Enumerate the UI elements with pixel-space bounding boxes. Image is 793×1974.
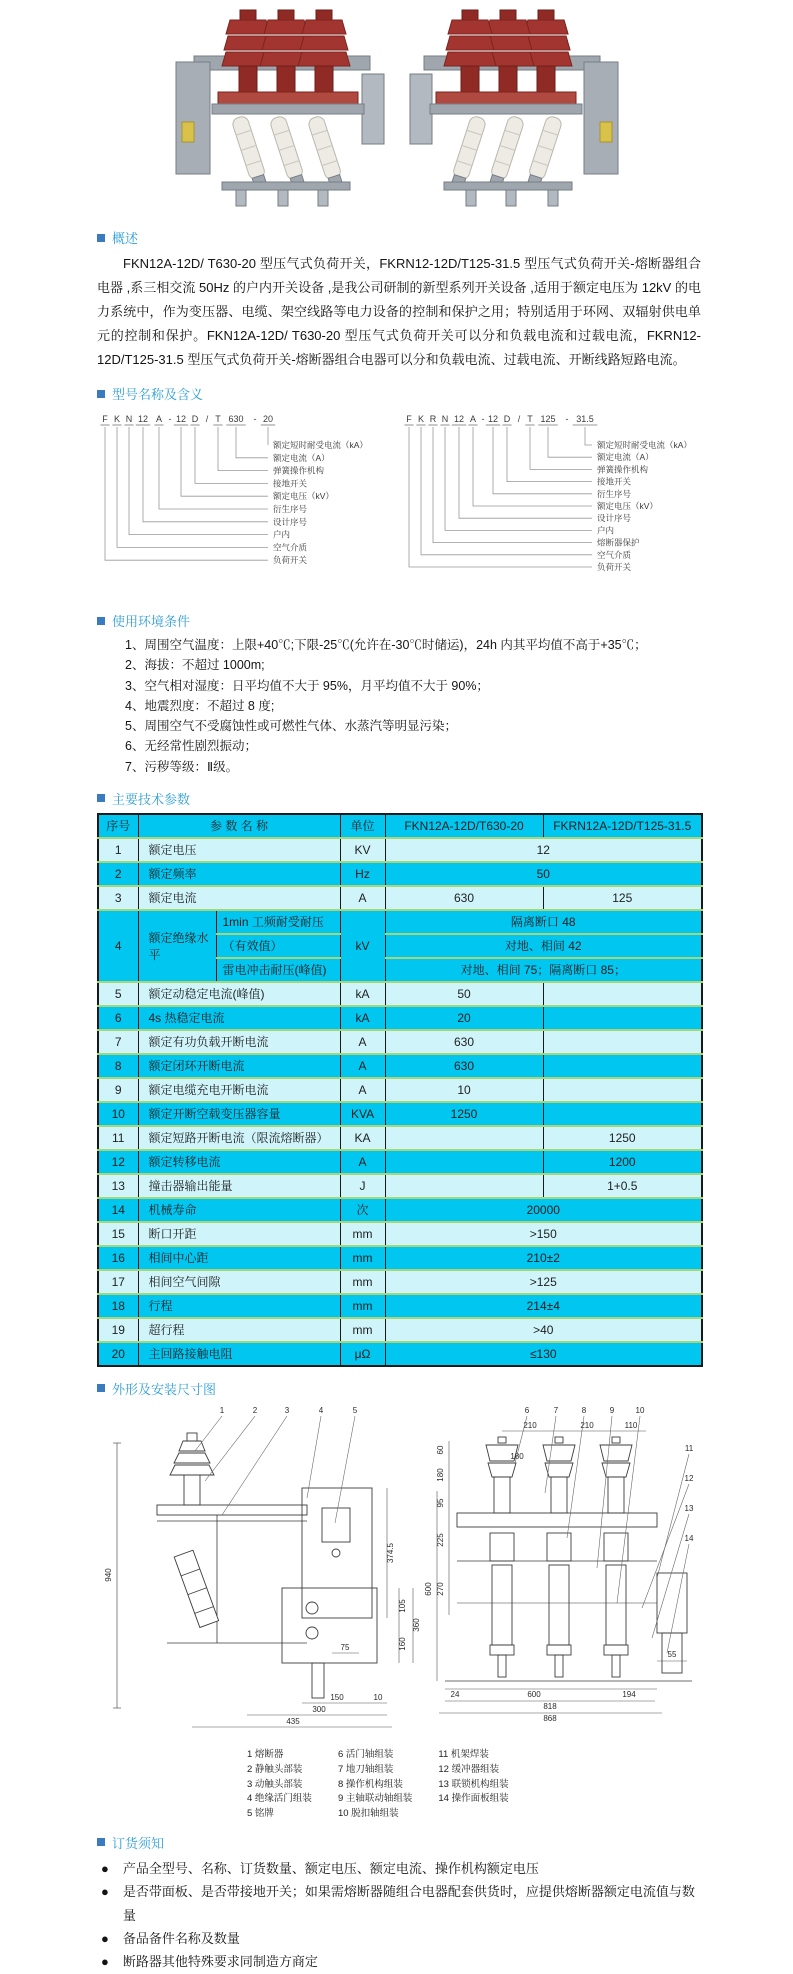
svg-text:A: A (155, 414, 163, 425)
svg-text:12: 12 (684, 1473, 694, 1483)
table-cell: kA (340, 1006, 385, 1030)
params-table (97, 813, 703, 1367)
svg-text:负荷开关: 负荷开关 (273, 555, 308, 566)
table-cell: 对地、相间 75；隔离断口 85； (385, 958, 702, 982)
svg-text:户内: 户内 (597, 525, 615, 536)
table-row (98, 1102, 702, 1126)
svg-text:180: 180 (510, 1451, 524, 1461)
table-cell: FKRN12A-12D/T125-31.5 (543, 814, 702, 838)
table-cell: 断口开距 (138, 1222, 340, 1246)
svg-text:N: N (441, 414, 449, 425)
table-cell: Hz (340, 862, 385, 886)
svg-text:180: 180 (436, 1468, 445, 1482)
section-marker-icon (97, 1384, 105, 1392)
svg-text:225: 225 (436, 1533, 445, 1547)
table-cell: mm (340, 1318, 385, 1342)
table-cell: 630 (385, 1030, 543, 1054)
bullet-icon: ● (101, 1954, 109, 1970)
svg-text:/: / (517, 414, 521, 425)
svg-text:熔断器保护: 熔断器保护 (597, 537, 640, 548)
table-row (98, 1030, 702, 1054)
table-cell: 序号 (98, 814, 138, 838)
table-cell: 14 (98, 1198, 138, 1222)
section-marker-icon (97, 794, 105, 802)
table-cell: 撞击器输出能量 (138, 1174, 340, 1198)
table-cell: 17 (98, 1270, 138, 1294)
svg-text:A: A (469, 414, 477, 425)
svg-text:8: 8 (581, 1405, 587, 1415)
svg-text:818: 818 (543, 1701, 557, 1711)
model-diagram-right (401, 408, 703, 599)
section-marker-icon (97, 234, 105, 242)
table-cell: KA (340, 1126, 385, 1150)
svg-text:额定电压（kV）: 额定电压（kV） (273, 491, 334, 502)
legend-column (338, 1748, 412, 1821)
svg-text:K: K (417, 414, 425, 425)
table-row (98, 1198, 702, 1222)
table-cell: 9 (98, 1078, 138, 1102)
order-list (97, 1857, 701, 1974)
svg-text:-: - (168, 414, 172, 425)
table-row (98, 982, 702, 1006)
table-cell: A (340, 1054, 385, 1078)
section-title: 使用环境条件 (112, 614, 191, 630)
table-row (98, 1318, 702, 1342)
legend-item: 13 联锁机构组装 (438, 1778, 509, 1790)
svg-text:11: 11 (684, 1443, 694, 1453)
table-cell: mm (340, 1270, 385, 1294)
list-item: 6、无经常性剧烈振动； (125, 739, 257, 754)
overview-paragraph: FKN12A-12D/ T630-20 型压气式负荷开关，FKRN12-12D/T125-31.5 型压气式负荷开关-熔断器组合电器 ,系三相交流 50Hz 的户内开关设备 ,是我公司研制的新型系列开关设备 ,适用于额定电压为 12kV 的电力系统中，作为变压器、电缆、架空线路等电力设备的控制和保护之用；特别适用于环网、双辐射供电单元的控制和保护。FKN12A-12D/ T630-20 型压气式负荷开关可以分和负载电流和过载电流，FKRN12-12D/T125-31.5 型压气式负荷开关-熔断器组合电器可以分和负载电流、过载电流、开断线路短路电流。 (97, 256, 701, 368)
svg-text:360: 360 (412, 1618, 421, 1632)
section-header-overview (97, 228, 701, 247)
svg-text:K: K (113, 414, 121, 425)
table-cell: 8 (98, 1054, 138, 1078)
svg-text:5: 5 (352, 1405, 358, 1415)
svg-text:F: F (102, 414, 108, 425)
svg-text:270: 270 (436, 1582, 445, 1596)
section-marker-icon (97, 390, 105, 398)
svg-text:630: 630 (228, 414, 244, 425)
svg-text:374.5: 374.5 (386, 1542, 395, 1563)
svg-text:95: 95 (436, 1498, 445, 1508)
svg-text:户内: 户内 (273, 529, 291, 540)
svg-text:2: 2 (252, 1405, 258, 1415)
table-cell: 额定绝缘水平 (138, 910, 216, 982)
svg-text:940: 940 (104, 1568, 113, 1582)
product-photos (0, 0, 793, 216)
table-cell (543, 982, 702, 1006)
svg-text:空气介质: 空气介质 (597, 550, 632, 561)
legend-item: 6 活门轴组装 (337, 1748, 394, 1760)
svg-text:20: 20 (262, 414, 274, 425)
table-cell: 7 (98, 1030, 138, 1054)
table-cell: 50 (385, 862, 702, 886)
svg-text:75: 75 (340, 1642, 350, 1652)
svg-text:14: 14 (684, 1533, 694, 1543)
svg-text:55: 55 (667, 1649, 677, 1659)
table-cell: 20000 (385, 1198, 702, 1222)
table-cell: 额定开断空载变压器容量 (138, 1102, 340, 1126)
table-cell: 6 (98, 1006, 138, 1030)
svg-text:210: 210 (580, 1420, 594, 1430)
table-cell: J (340, 1174, 385, 1198)
section-title: 型号名称及含义 (112, 387, 204, 403)
svg-text:空气介质: 空气介质 (273, 542, 308, 553)
dimension-drawing (97, 1403, 701, 1741)
table-cell: 1 (98, 838, 138, 862)
svg-text:3: 3 (284, 1405, 290, 1415)
table-cell: 1200 (543, 1150, 702, 1174)
table-cell: 主回路接触电阻 (138, 1342, 340, 1366)
table-cell: KV (340, 838, 385, 862)
table-cell: kV (340, 910, 385, 982)
svg-text:接地开关: 接地开关 (273, 478, 308, 489)
svg-text:435: 435 (286, 1716, 300, 1726)
table-row (98, 1150, 702, 1174)
svg-text:/: / (205, 414, 209, 425)
table-row (98, 1342, 702, 1366)
table-cell: A (340, 1150, 385, 1174)
svg-text:868: 868 (543, 1713, 557, 1723)
table-cell: 1+0.5 (543, 1174, 702, 1198)
table-cell: 机械寿命 (138, 1198, 340, 1222)
svg-text:12: 12 (175, 414, 187, 425)
table-cell: 125 (543, 886, 702, 910)
legend-item: 3 动触头部装 (247, 1778, 303, 1790)
list-item: 7、污秽等级：Ⅱ级。 (125, 759, 239, 774)
table-cell: A (340, 1030, 385, 1054)
svg-text:12: 12 (487, 414, 499, 425)
table-cell: >125 (385, 1270, 702, 1294)
section-header-params (97, 789, 701, 808)
svg-text:-: - (481, 414, 485, 425)
table-cell (543, 1078, 702, 1102)
table-cell (385, 1126, 543, 1150)
svg-text:衍生序号: 衍生序号 (597, 489, 632, 500)
table-cell: 12 (98, 1150, 138, 1174)
svg-text:12: 12 (453, 414, 465, 425)
table-cell: 额定电压 (138, 838, 340, 862)
svg-text:7: 7 (553, 1405, 559, 1415)
table-cell: μΩ (340, 1342, 385, 1366)
legend-column (438, 1748, 508, 1821)
legend-item: 10 脱扣轴组装 (337, 1808, 399, 1820)
list-item (97, 1857, 701, 1880)
table-cell: A (340, 1078, 385, 1102)
table-cell: 214±4 (385, 1294, 702, 1318)
bullet-icon: ● (101, 1930, 109, 1946)
table-cell: >40 (385, 1318, 702, 1342)
svg-text:150: 150 (330, 1692, 344, 1702)
model-diagram (401, 408, 703, 594)
order-item-text: 备品备件名称及数量 (122, 1930, 240, 1946)
list-item: 4、地震烈度：不超过 8 度; (125, 698, 275, 713)
table-cell: 20 (98, 1342, 138, 1366)
section-header-model (97, 384, 701, 403)
table-row (98, 814, 702, 838)
svg-text:设计序号: 设计序号 (273, 517, 308, 528)
legend-item: 2 静触头部装 (247, 1763, 303, 1775)
svg-text:24: 24 (450, 1689, 460, 1699)
table-cell: 210±2 (385, 1246, 702, 1270)
table-row (98, 1270, 702, 1294)
section-header-order (97, 1833, 701, 1852)
table-row (98, 886, 702, 910)
legend-item: 12 缓冲器组装 (438, 1763, 500, 1775)
legend-item: 5 铭牌 (247, 1808, 274, 1820)
svg-text:12: 12 (137, 414, 149, 425)
svg-text:600: 600 (424, 1582, 433, 1596)
svg-text:210: 210 (523, 1420, 537, 1430)
svg-text:T: T (215, 414, 221, 425)
svg-text:-: - (565, 414, 569, 425)
svg-text:D: D (191, 414, 199, 425)
section-title: 外形及安装尺寸图 (112, 1381, 217, 1397)
table-cell: 相间空气间隙 (138, 1270, 340, 1294)
list-item (97, 1927, 701, 1950)
table-cell: 相间中心距 (138, 1246, 340, 1270)
svg-text:负荷开关: 负荷开关 (597, 562, 632, 573)
svg-text:额定电流（A）: 额定电流（A） (273, 453, 330, 464)
table-cell: 13 (98, 1174, 138, 1198)
table-cell: 行程 (138, 1294, 340, 1318)
table-cell: 10 (385, 1078, 543, 1102)
bullet-icon: ● (101, 1860, 109, 1876)
table-row (98, 1054, 702, 1078)
svg-text:接地开关: 接地开关 (597, 476, 632, 487)
legend-item: 4 绝缘活门组装 (247, 1793, 312, 1805)
svg-text:弹簧操作机构: 弹簧操作机构 (273, 465, 325, 476)
table-cell: 额定动稳定电流(峰值) (138, 982, 340, 1006)
list-item: 5、周围空气不受腐蚀性或可燃性气体、水蒸汽等明显污染； (125, 719, 457, 734)
table-row (98, 1294, 702, 1318)
order-item-text: 是否带面板、是否带接地开关；如果需熔断器随组合电器配套供货时，应提供熔断器额定电流值与数量 (122, 1884, 695, 1923)
svg-text:10: 10 (373, 1692, 383, 1702)
svg-text:60: 60 (436, 1445, 445, 1455)
table-cell: mm (340, 1246, 385, 1270)
svg-text:额定电流（A）: 额定电流（A） (597, 452, 654, 463)
table-cell: 次 (340, 1198, 385, 1222)
table-cell (543, 1102, 702, 1126)
table-cell: 12 (385, 838, 702, 862)
table-cell: 1250 (543, 1126, 702, 1150)
legend-item: 9 主轴联动轴组装 (337, 1793, 413, 1805)
table-cell: 额定频率 (138, 862, 340, 886)
svg-text:300: 300 (312, 1704, 326, 1714)
order-item-text: 断路器其他特殊要求同制造方商定 (122, 1954, 318, 1970)
section-title: 主要技术参数 (112, 791, 191, 807)
svg-text:194: 194 (622, 1689, 636, 1699)
table-cell: kA (340, 982, 385, 1006)
table-cell (543, 1054, 702, 1078)
section-title: 概述 (112, 231, 139, 246)
table-cell: 参 数 名 称 (138, 814, 340, 838)
svg-text:R: R (429, 414, 437, 425)
legend-column (247, 1748, 312, 1821)
svg-text:F: F (406, 414, 412, 425)
svg-text:额定电压（kV）: 额定电压（kV） (597, 501, 658, 512)
table-row (98, 1126, 702, 1150)
svg-text:600: 600 (527, 1689, 541, 1699)
legend-item: 14 操作面板组装 (438, 1793, 509, 1805)
legend-item: 8 操作机构组装 (337, 1778, 403, 1790)
table-row (98, 1006, 702, 1030)
svg-text:4: 4 (318, 1405, 324, 1415)
svg-text:110: 110 (624, 1420, 638, 1430)
legend-item: 1 熔断器 (247, 1748, 284, 1760)
table-row (98, 1222, 702, 1246)
svg-text:10: 10 (635, 1405, 645, 1415)
table-cell: 630 (385, 886, 543, 910)
svg-text:额定短时耐受电流（kA）: 额定短时耐受电流（kA） (597, 440, 692, 451)
document-content (97, 228, 701, 1974)
table-cell: 3 (98, 886, 138, 910)
table-cell: mm (340, 1294, 385, 1318)
svg-text:9: 9 (609, 1405, 615, 1415)
table-cell: 额定电缆充电开断电流 (138, 1078, 340, 1102)
table-row (98, 1174, 702, 1198)
list-item (97, 1950, 701, 1973)
svg-text:T: T (527, 414, 533, 425)
svg-text:125: 125 (540, 414, 556, 425)
table-cell: 630 (385, 1054, 543, 1078)
table-cell: A (340, 886, 385, 910)
table-cell (543, 1006, 702, 1030)
table-cell: 15 (98, 1222, 138, 1246)
table-cell: 11 (98, 1126, 138, 1150)
svg-text:160: 160 (398, 1637, 407, 1651)
svg-text:弹簧操作机构: 弹簧操作机构 (597, 464, 649, 475)
table-cell: 额定短路开断电流（限流熔断器） (138, 1126, 340, 1150)
svg-text:1: 1 (219, 1405, 225, 1415)
model-diagram-row (97, 408, 701, 599)
table-cell: 4 (98, 910, 138, 982)
table-cell: 额定闭环开断电流 (138, 1054, 340, 1078)
model-diagram-left (97, 408, 397, 599)
legend-item: 7 地刀轴组装 (337, 1763, 394, 1775)
table-cell: 雷电冲击耐压(峰值) (216, 958, 340, 982)
table-row (98, 862, 702, 886)
table-cell (385, 1174, 543, 1198)
svg-text:6: 6 (524, 1405, 530, 1415)
table-cell: 20 (385, 1006, 543, 1030)
table-row (98, 838, 702, 862)
table-cell: 4s 热稳定电流 (138, 1006, 340, 1030)
section-header-env (97, 611, 701, 630)
svg-text:D: D (503, 414, 511, 425)
table-cell: 19 (98, 1318, 138, 1342)
product-photo-left (166, 4, 394, 212)
table-cell: FKN12A-12D/T630-20 (385, 814, 543, 838)
table-cell: KVA (340, 1102, 385, 1126)
svg-text:105: 105 (398, 1599, 407, 1613)
table-cell: 18 (98, 1294, 138, 1318)
bullet-icon: ● (101, 1884, 109, 1900)
section-marker-icon (97, 617, 105, 625)
legend-item: 11 机架焊装 (438, 1748, 489, 1760)
table-cell (385, 1150, 543, 1174)
list-item: 3、空气相对湿度：日平均值不大于 95%，月平均值不大于 90%； (125, 678, 489, 693)
list-item: 2、海拔：不超过 1000m; (125, 658, 265, 673)
table-row (98, 1078, 702, 1102)
list-item (97, 1880, 701, 1927)
dimension-drawing-wrap (97, 1403, 701, 1746)
table-cell: ≤130 (385, 1342, 702, 1366)
table-cell: 1250 (385, 1102, 543, 1126)
table-cell: 1min 工频耐受耐压 (216, 910, 340, 934)
table-cell: mm (340, 1222, 385, 1246)
order-item-text: 产品全型号、名称、订货数量、额定电压、额定电流、操作机构额定电压 (122, 1860, 539, 1876)
table-cell: 额定电流 (138, 886, 340, 910)
table-cell: >150 (385, 1222, 702, 1246)
svg-text:额定短时耐受电流（kA）: 额定短时耐受电流（kA） (273, 440, 368, 451)
table-cell (543, 1030, 702, 1054)
table-cell: 对地、相间 42 (385, 934, 702, 958)
table-cell: 隔离断口 48 (385, 910, 702, 934)
table-cell: 单位 (340, 814, 385, 838)
svg-text:设计序号: 设计序号 (597, 513, 632, 524)
list-item: 1、周围空气温度：上限+40℃;下限-25℃(允许在-30℃时储运)，24h 内其平均值不高于+35℃； (125, 638, 647, 653)
env-list (97, 635, 701, 777)
table-cell: 额定有功负载开断电流 (138, 1030, 340, 1054)
svg-text:-: - (253, 414, 257, 425)
table-row (98, 1246, 702, 1270)
table-cell: 50 (385, 982, 543, 1006)
svg-text:N: N (125, 414, 133, 425)
table-cell: 超行程 (138, 1318, 340, 1342)
product-photo-right (400, 4, 628, 212)
drawing-legend (247, 1748, 701, 1821)
svg-text:衍生序号: 衍生序号 (273, 504, 308, 515)
table-cell: 16 (98, 1246, 138, 1270)
svg-text:31.5: 31.5 (576, 414, 594, 425)
section-header-drawing (97, 1379, 701, 1398)
model-diagram (97, 408, 397, 594)
table-cell: 额定转移电流 (138, 1150, 340, 1174)
table-cell: 5 (98, 982, 138, 1006)
svg-text:13: 13 (684, 1503, 694, 1513)
section-title: 订货须知 (112, 1835, 165, 1851)
table-cell: 10 (98, 1102, 138, 1126)
table-row (98, 910, 702, 934)
table-cell: 2 (98, 862, 138, 886)
table-cell: （有效值） (216, 934, 340, 958)
